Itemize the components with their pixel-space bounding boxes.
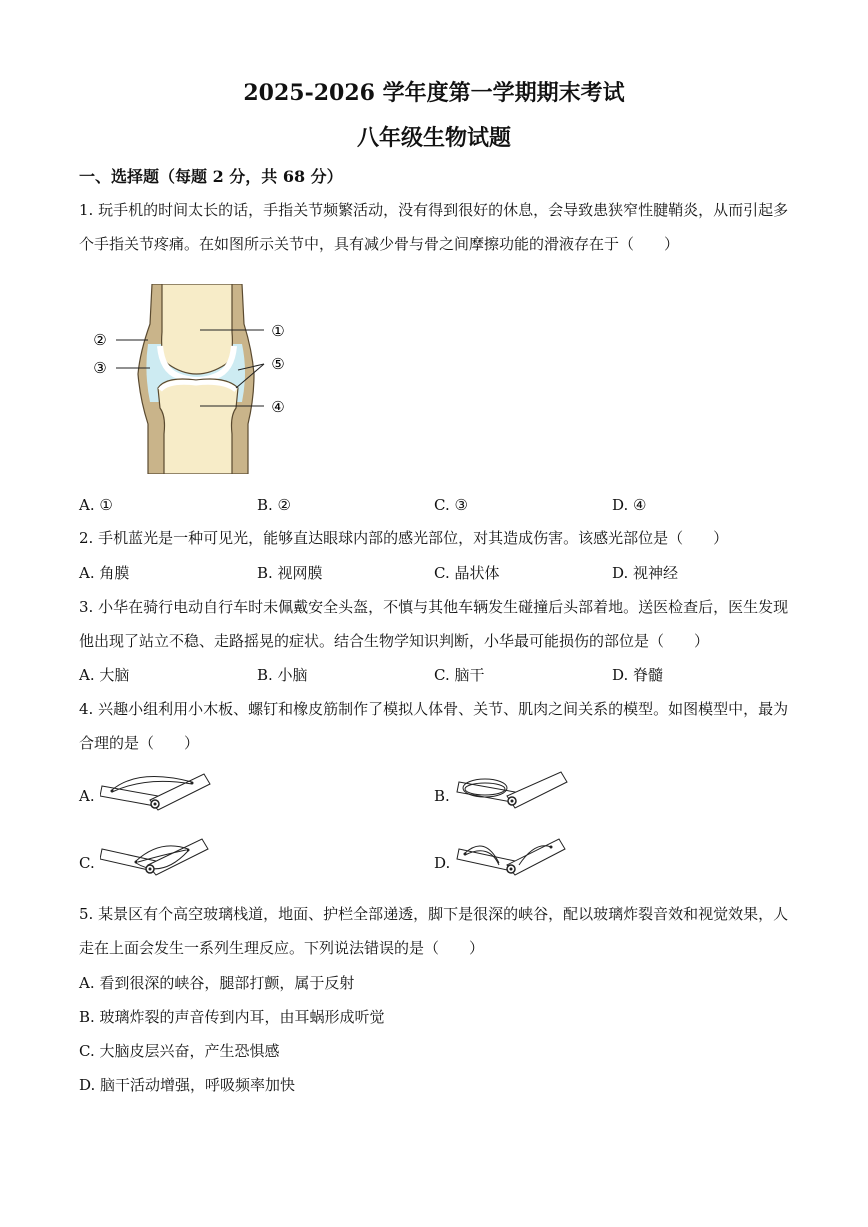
knee-label-2: ② xyxy=(93,331,107,349)
model-b-diagram xyxy=(455,770,570,815)
model-c-diagram xyxy=(100,835,215,880)
q3-option-b[interactable]: B. 小脑 xyxy=(257,666,308,684)
q4-option-b[interactable]: B. xyxy=(434,787,450,805)
q4-option-a[interactable]: A. xyxy=(79,787,95,805)
knee-label-5: ⑤ xyxy=(271,355,285,373)
question-2-stem: 2. 手机蓝光是一种可见光，能够直达眼球内部的感光部位，对其造成伤害。该感光部位是（ ） xyxy=(79,529,729,547)
q2-option-b[interactable]: B. 视网膜 xyxy=(257,564,323,582)
q3-option-c[interactable]: C. 脑干 xyxy=(434,666,485,684)
q3-option-a[interactable]: A. 大脑 xyxy=(79,666,130,684)
q1-option-b[interactable]: B. ② xyxy=(257,496,292,514)
q5-option-d[interactable]: D. 脑干活动增强，呼吸频率加快 xyxy=(79,1076,296,1094)
knee-label-3: ③ xyxy=(93,359,107,377)
knee-joint-diagram xyxy=(88,284,298,474)
section-heading: 一、选择题（每题 2 分，共 68 分） xyxy=(79,167,343,186)
exam-title: 2025-2026 学年度第一学期期末考试 xyxy=(243,80,625,106)
exam-subtitle: 八年级生物试题 xyxy=(356,125,511,151)
q5-option-c[interactable]: C. 大脑皮层兴奋，产生恐惧感 xyxy=(79,1042,280,1060)
model-a-diagram xyxy=(100,770,215,815)
question-1-stem: 1. 玩手机的时间太长的话，手指关节频繁活动，没有得到很好的休息，会导致患狭窄性腱鞘炎，从而引起多个手指关节疼痛。在如图所示关节中，具有减少骨与骨之间摩擦功能的滑液存在于（ ） xyxy=(79,201,789,253)
q2-option-d[interactable]: D. 视神经 xyxy=(612,564,679,582)
knee-label-4: ④ xyxy=(271,398,285,416)
q4-option-c[interactable]: C. xyxy=(79,854,95,872)
model-d-diagram xyxy=(455,835,570,880)
q5-option-b[interactable]: B. 玻璃炸裂的声音传到内耳，由耳蜗形成听觉 xyxy=(79,1008,385,1026)
knee-label-1: ① xyxy=(271,322,285,340)
q4-option-d[interactable]: D. xyxy=(434,854,451,872)
q1-option-c[interactable]: C. ③ xyxy=(434,496,468,514)
q1-option-a[interactable]: A. ① xyxy=(79,496,113,514)
q1-option-d[interactable]: D. ④ xyxy=(612,496,647,514)
question-4-stem: 4. 兴趣小组利用小木板、螺钉和橡皮筋制作了模拟人体骨、关节、肌肉之间关系的模型。如图模型中，最为合理的是（ ） xyxy=(79,700,789,752)
q5-option-a[interactable]: A. 看到很深的峡谷，腿部打颤，属于反射 xyxy=(79,974,355,992)
q2-option-c[interactable]: C. 晶状体 xyxy=(434,564,500,582)
question-5-stem: 5. 某景区有个高空玻璃栈道，地面、护栏全部递透，脚下是很深的峡谷，配以玻璃炸裂音效和视觉效果，人走在上面会发生一系列生理反应。下列说法错误的是（ ） xyxy=(79,905,789,957)
q2-option-a[interactable]: A. 角膜 xyxy=(79,564,130,582)
question-3-stem: 3. 小华在骑行电动自行车时未佩戴安全头盔，不慎与其他车辆发生碰撞后头部着地。送医检查后，医生发现他出现了站立不稳、走路摇晃的症状。结合生物学知识判断，小华最可能损伤的部位是（ ） xyxy=(79,598,789,650)
q3-option-d[interactable]: D. 脊髓 xyxy=(612,666,664,684)
